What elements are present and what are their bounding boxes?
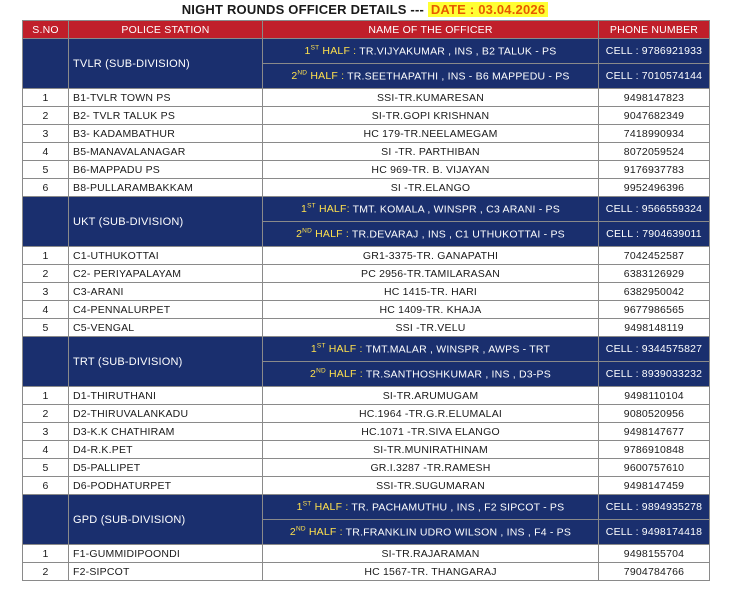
half-label-text: HALF : [329, 368, 366, 381]
night-rounds-table [22, 20, 710, 581]
subdivision-half1-phone: CELL : 9894935278 [599, 495, 710, 520]
half-label [310, 368, 366, 380]
subdivision-name: TRT (SUB-DIVISION) [69, 337, 263, 387]
subdivision-row [23, 495, 710, 520]
row-sno: 5 [23, 459, 69, 477]
half-label [291, 70, 347, 82]
half-number: 2 [291, 70, 298, 83]
table-row [23, 125, 710, 143]
row-officer: SI-TR.GOPI KRISHNAN [263, 107, 599, 125]
subdivision-sno-cell [23, 39, 69, 89]
row-sno: 2 [23, 563, 69, 581]
row-sno: 3 [23, 125, 69, 143]
row-station: B1-TVLR TOWN PS [69, 89, 263, 107]
half-label [290, 526, 346, 538]
half-label [301, 203, 353, 215]
row-station: C3-ARANI [69, 283, 263, 301]
row-station: B3- KADAMBATHUR [69, 125, 263, 143]
row-sno: 2 [23, 107, 69, 125]
subdivision-half1-phone: CELL : 9566559324 [599, 197, 710, 222]
row-phone: 7418990934 [599, 125, 710, 143]
row-phone: 9677986565 [599, 301, 710, 319]
row-station: F2-SIPCOT [69, 563, 263, 581]
row-officer: SI -TR.ELANGO [263, 179, 599, 197]
half-officer-text: TMT. KOMALA , WINSPR , C3 ARANI - PS [352, 203, 560, 216]
subdivision-row [23, 337, 710, 362]
row-officer: SI-TR.ARUMUGAM [263, 387, 599, 405]
table-header-row [23, 21, 710, 39]
half-label-text: HALF: [318, 203, 353, 216]
row-officer: SSI-TR.KUMARESAN [263, 89, 599, 107]
half-label-text: HALF : [315, 228, 352, 241]
row-officer: SSI-TR.SUGUMARAN [263, 477, 599, 495]
row-station: B2- TVLR TALUK PS [69, 107, 263, 125]
table-row [23, 387, 710, 405]
half-number: 1 [304, 45, 311, 58]
subdivision-half2-phone: CELL : 8939033232 [599, 362, 710, 387]
table-row [23, 265, 710, 283]
table-row [23, 301, 710, 319]
row-phone: 6382950042 [599, 283, 710, 301]
row-officer: SI-TR.MUNIRATHINAM [263, 441, 599, 459]
row-phone: 9952496396 [599, 179, 710, 197]
subdivision-half2-officer [263, 64, 599, 89]
table-row [23, 441, 710, 459]
row-station: D1-THIRUTHANI [69, 387, 263, 405]
row-sno: 4 [23, 143, 69, 161]
table-row [23, 247, 710, 265]
subdivision-half1-officer [263, 337, 599, 362]
row-station: D5-PALLIPET [69, 459, 263, 477]
subdivision-half1-phone: CELL : 9344575827 [599, 337, 710, 362]
half-label [297, 501, 352, 513]
table-row [23, 179, 710, 197]
subdivision-sno-cell [23, 495, 69, 545]
row-sno: 2 [23, 265, 69, 283]
half-ordinal: ND [295, 525, 306, 533]
half-label-text: HALF : [310, 70, 348, 83]
row-sno: 1 [23, 89, 69, 107]
table-row [23, 319, 710, 337]
half-label-text: HALF : [314, 501, 352, 514]
half-label [305, 45, 360, 57]
table-row [23, 563, 710, 581]
row-sno: 4 [23, 301, 69, 319]
row-station: D3-K.K CHATHIRAM [69, 423, 263, 441]
header-sno: S.NO [23, 21, 69, 39]
subdivision-sno-cell [23, 337, 69, 387]
row-officer: GR1-3375-TR. GANAPATHI [263, 247, 599, 265]
subdivision-sno-cell [23, 197, 69, 247]
row-phone: 9498155704 [599, 545, 710, 563]
subdivision-half2-phone: CELL : 9498174418 [599, 520, 710, 545]
half-ordinal: ND [302, 227, 312, 235]
subdivision-half1-officer [263, 197, 599, 222]
row-phone: 6383126929 [599, 265, 710, 283]
half-number: 2 [296, 228, 303, 241]
subdivision-half2-phone: CELL : 7010574144 [599, 64, 710, 89]
row-phone: 9498148119 [599, 319, 710, 337]
row-officer: GR.I.3287 -TR.RAMESH [263, 459, 599, 477]
table-row [23, 143, 710, 161]
half-label-text: HALF : [328, 343, 366, 356]
half-officer-text: TR.FRANKLIN UDRO WILSON , INS , F4 - PS [345, 526, 572, 539]
row-phone: 9498110104 [599, 387, 710, 405]
half-number: 1 [301, 203, 308, 216]
row-station: F1-GUMMIDIPOONDI [69, 545, 263, 563]
half-number: 2 [289, 526, 296, 539]
table-row [23, 423, 710, 441]
row-phone: 9176937783 [599, 161, 710, 179]
table-body [23, 39, 710, 581]
half-label-text: HALF : [322, 45, 360, 58]
row-station: D2-THIRUVALANKADU [69, 405, 263, 423]
page-title [0, 0, 730, 19]
table-row [23, 283, 710, 301]
row-officer: HC 179-TR.NEELAMEGAM [263, 125, 599, 143]
table-row [23, 405, 710, 423]
row-sno: 6 [23, 179, 69, 197]
subdivision-half1-officer [263, 39, 599, 64]
half-label [296, 228, 352, 240]
subdivision-half2-officer [263, 520, 599, 545]
subdivision-half1-officer [263, 495, 599, 520]
subdivision-half1-phone: CELL : 9786921933 [599, 39, 710, 64]
row-station: B6-MAPPADU PS [69, 161, 263, 179]
row-sno: 1 [23, 247, 69, 265]
subdivision-half2-officer [263, 222, 599, 247]
half-number: 1 [296, 501, 303, 514]
row-sno: 3 [23, 423, 69, 441]
half-ordinal: ND [316, 367, 326, 375]
row-sno: 5 [23, 161, 69, 179]
half-officer-text: TR.SANTHOSHKUMAR , INS , D3-PS [365, 368, 551, 381]
half-officer-text: TMT.MALAR , WINSPR , AWPS - TRT [365, 343, 551, 356]
half-officer-text: TR.DEVARAJ , INS , C1 UTHUKOTTAI - PS [351, 228, 565, 241]
row-phone: 9600757610 [599, 459, 710, 477]
row-sno: 5 [23, 319, 69, 337]
row-phone: 9498147677 [599, 423, 710, 441]
header-station: POLICE STATION [69, 21, 263, 39]
half-number: 2 [310, 368, 317, 381]
row-station: B5-MANAVALANAGAR [69, 143, 263, 161]
row-officer: HC 969-TR. B. VIJAYAN [263, 161, 599, 179]
table-row [23, 459, 710, 477]
half-ordinal: ND [297, 69, 308, 77]
row-officer: SI-TR.RAJARAMAN [263, 545, 599, 563]
table-row [23, 477, 710, 495]
row-officer: HC.1071 -TR.SIVA ELANGO [263, 423, 599, 441]
row-phone: 9080520956 [599, 405, 710, 423]
table-row [23, 545, 710, 563]
row-station: C1-UTHUKOTTAI [69, 247, 263, 265]
half-ordinal: ST [316, 342, 326, 350]
row-phone: 7042452587 [599, 247, 710, 265]
half-label [311, 343, 366, 355]
subdivision-half2-officer [263, 362, 599, 387]
half-ordinal: ST [302, 500, 312, 508]
row-station: D4-R.K.PET [69, 441, 263, 459]
subdivision-name: GPD (SUB-DIVISION) [69, 495, 263, 545]
subdivision-half2-phone: CELL : 7904639011 [599, 222, 710, 247]
row-sno: 3 [23, 283, 69, 301]
title-text: NIGHT ROUNDS OFFICER DETAILS --- [181, 2, 428, 17]
title-date: DATE : 03.04.2026 [428, 2, 548, 17]
subdivision-row [23, 39, 710, 64]
row-sno: 1 [23, 387, 69, 405]
subdivision-name: UKT (SUB-DIVISION) [69, 197, 263, 247]
half-officer-text: TR. PACHAMUTHU , INS , F2 SIPCOT - PS [351, 501, 565, 514]
row-phone: 7904784766 [599, 563, 710, 581]
table-row [23, 107, 710, 125]
half-label-text: HALF : [308, 526, 346, 539]
row-phone: 9786910848 [599, 441, 710, 459]
row-sno: 1 [23, 545, 69, 563]
half-number: 1 [310, 343, 317, 356]
row-sno: 4 [23, 441, 69, 459]
row-officer: HC 1409-TR. KHAJA [263, 301, 599, 319]
header-officer: NAME OF THE OFFICER [263, 21, 599, 39]
row-phone: 8072059524 [599, 143, 710, 161]
row-phone: 9047682349 [599, 107, 710, 125]
header-phone: PHONE NUMBER [599, 21, 710, 39]
row-station: C2- PERIYAPALAYAM [69, 265, 263, 283]
table-row [23, 89, 710, 107]
subdivision-name: TVLR (SUB-DIVISION) [69, 39, 263, 89]
row-officer: HC.1964 -TR.G.R.ELUMALAI [263, 405, 599, 423]
row-station: C4-PENNALURPET [69, 301, 263, 319]
row-station: D6-PODHATURPET [69, 477, 263, 495]
row-sno: 2 [23, 405, 69, 423]
half-officer-text: TR.VIJYAKUMAR , INS , B2 TALUK - PS [359, 45, 557, 58]
row-sno: 6 [23, 477, 69, 495]
row-phone: 9498147459 [599, 477, 710, 495]
row-officer: HC 1567-TR. THANGARAJ [263, 563, 599, 581]
subdivision-row [23, 197, 710, 222]
half-ordinal: ST [310, 44, 320, 52]
row-station: C5-VENGAL [69, 319, 263, 337]
half-officer-text: TR.SEETHAPATHI , INS - B6 MAPPEDU - PS [347, 70, 570, 83]
table-row [23, 161, 710, 179]
row-officer: SI -TR. PARTHIBAN [263, 143, 599, 161]
half-ordinal: ST [307, 202, 316, 210]
row-station: B8-PULLARAMBAKKAM [69, 179, 263, 197]
row-officer: SSI -TR.VELU [263, 319, 599, 337]
row-officer: HC 1415-TR. HARI [263, 283, 599, 301]
row-officer: PC 2956-TR.TAMILARASAN [263, 265, 599, 283]
row-phone: 9498147823 [599, 89, 710, 107]
